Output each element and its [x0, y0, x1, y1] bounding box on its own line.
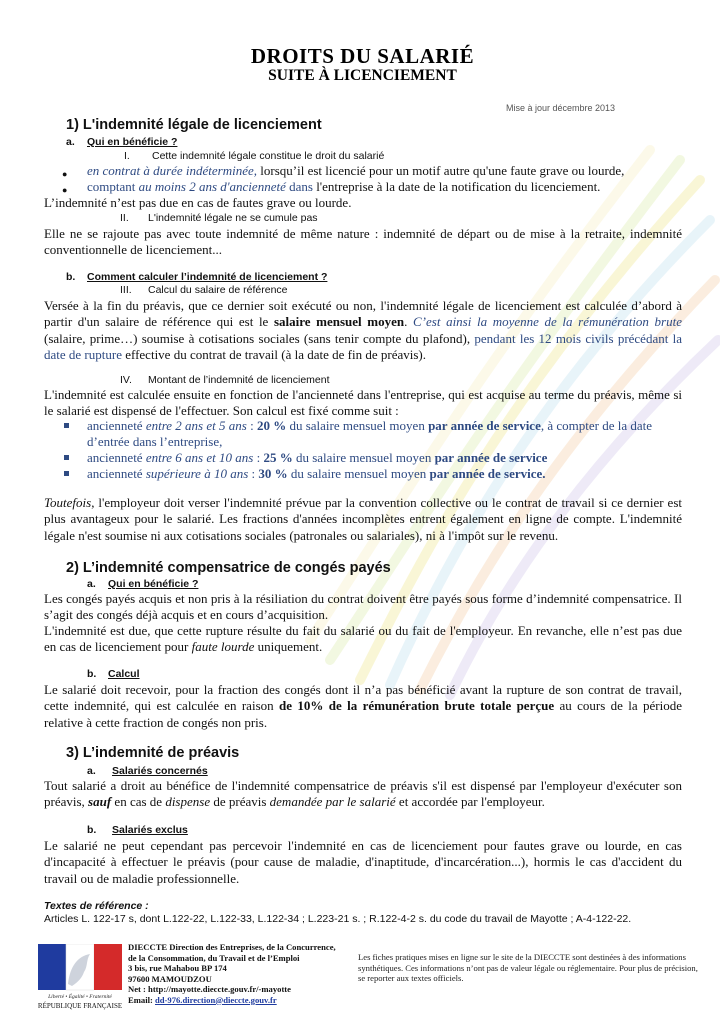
address-line: 3 bis, rue Mahabou BP 174 — [128, 963, 227, 973]
paragraph: L’indemnité n’est pas due en cas de fautes grave ou lourde. — [44, 195, 352, 210]
references-text: Articles L. 122-17 s, dont L.122-22, L.122-33, L.122-34 ; L.223-21 s. ; R.122-4-2 s. du code du travail de Mayotte ; A-4-122-22. — [44, 913, 632, 925]
section-1a-label: a. — [66, 136, 75, 148]
square-bullet-icon — [64, 471, 69, 476]
section-2a-label: a. — [87, 578, 96, 590]
bareme-item-1: ancienneté entre 2 ans et 5 ans : 20 % du salaire mensuel moyen par année de service, à compter de la date d’entrée dans l’entreprise, — [87, 418, 653, 450]
square-bullet-icon — [64, 423, 69, 428]
section-1b-label: b. — [66, 271, 76, 283]
section-2a-title: Qui en bénéficie ? — [108, 578, 199, 590]
section-3a-label: a. — [87, 765, 96, 777]
website-line: Net : http://mayotte.dieccte.gouv.fr/-mayotte — [128, 984, 291, 994]
logo-motto: Liberté • Égalité • Fraternité — [48, 994, 112, 1000]
section-3b-label: b. — [87, 824, 97, 836]
bullet-icon: ● — [62, 185, 68, 195]
disclaimer-note: Les fiches pratiques mises en ligne sur le site de la DIECCTE sont destinées à des informations synthétiques. Ces informations n’ont pas de valeur légale ou réglementaire. Pour plus de précision, se reporter aux textes officiels. — [358, 952, 698, 983]
section-1b-title: Comment calculer l’indemnité de licenciement ? — [87, 271, 328, 283]
bullet-icon: ● — [62, 169, 68, 179]
paragraph: L'indemnité est calculée ensuite en fonction de l'ancienneté dans l'entreprise, qui est acquise au terme du préavis, même si le salarié est dispensé de l'effectuer. Son calcul est fixé comme suit : — [44, 387, 682, 419]
roman-item-1: I. Cette indemnité légale constitue le droit du salarié — [124, 150, 385, 162]
section-2b-label: b. — [87, 668, 97, 680]
roman-item-2: II. L'indemnité légale ne se cumule pas — [120, 212, 318, 224]
address-line: DIECCTE Direction des Entreprises, de la Concurrence, — [128, 942, 336, 952]
section-2b-title: Calcul — [108, 668, 140, 680]
bareme-item-3: ancienneté supérieure à 10 ans : 30 % du salaire mensuel moyen par année de service. — [87, 466, 546, 481]
section-3b-title: Salariés exclus — [112, 824, 188, 836]
section-3-heading: 3) L’indemnité de préavis — [66, 745, 240, 761]
email-link[interactable]: dd-976.direction@dieccte.gouv.fr — [154, 994, 277, 1005]
paragraph-toutefois: Toutefois, l'employeur doit verser l'indemnité prévue par la convention collective ou le contrat de travail si ce dernier est plus avantageux pour le salarié. Les fractions d'années incomplètes entrent également en ligne de compte. L'indemnité légale n'est soumise ni aux cotisations sociales (patronales ou salariales), ni à l'impôt sur le revenu. — [44, 495, 682, 543]
paragraph: L'indemnité est due, que cette rupture résulte du fait du salarié ou du fait de l'employeur. En revanche, elle n’est pas due en cas de licenciement pour faute lourde uniquement. — [44, 623, 682, 655]
roman-item-3: III. Calcul du salaire de référence — [120, 284, 288, 296]
update-date: Mise à jour décembre 2013 — [506, 103, 616, 113]
references-heading: Textes de référence : — [44, 900, 149, 912]
paragraph-salaire-reference: Versée à la fin du préavis, que ce dernier soit exécuté ou non, l'indemnité légale de licenciement est calculée d’abord à partir d'un salaire de référence qui est le salaire mensuel moyen. C’est ainsi la moyenne de la rémunération brute (salaire, prime…) soumise à cotisations sociales (sans tenir compte du plafond), pendant les 12 mois civils précédant la date de rupture effective du contrat de travail (à la date de fin de préavis). — [44, 298, 682, 362]
square-bullet-icon — [64, 455, 69, 460]
email-line: Email: dd-976.direction@dieccte.gouv.fr — [128, 994, 277, 1005]
bullet-cdi: en contrat à durée indéterminée, lorsqu’il est licencié pour un motif autre qu'une faute grave ou lourde, — [87, 163, 625, 178]
section-1a-title: Qui en bénéficie ? — [87, 136, 178, 148]
dieccte-address — [128, 942, 336, 1005]
paragraph: Les congés payés acquis et non pris à la résiliation du contrat doivent être payés sous forme d’indemnité compensatrice. Il s’agit des congés déjà acquis et en cours d’acquisition. — [44, 591, 682, 623]
bareme-item-2: ancienneté entre 6 ans et 10 ans : 25 % du salaire mensuel moyen par année de service — [87, 450, 548, 465]
republique-francaise-logo — [38, 944, 122, 1014]
address-line: 97600 MAMOUDZOU — [128, 973, 212, 984]
section-2-heading: 2) L’indemnité compensatrice de congés payés — [66, 560, 391, 576]
paragraph: Tout salarié a droit au bénéfice de l'indemnité compensatrice de préavis s'il est dispensé par l'employeur d'exécuter son préavis, sauf en cas de dispense de préavis demandée par le salarié et accordée par l'employeur. — [44, 778, 682, 810]
document-subtitle: SUITE À LICENCIEMENT — [268, 67, 457, 84]
roman-item-4: IV. Montant de l’indemnité de licenciement — [120, 374, 330, 386]
section-3a-title: Salariés concernés — [112, 765, 208, 777]
document-title: DROITS DU SALARIÉ — [250, 44, 475, 68]
logo-republique: RÉPUBLIQUE FRANÇAISE — [38, 1002, 122, 1010]
section-1-heading: 1) L'indemnité légale de licenciement — [66, 117, 322, 133]
paragraph: Elle ne se rajoute pas avec toute indemnité de même nature : indemnité de départ ou de mise à la retraite, indemnité conventionnelle de licenciement... — [44, 226, 682, 258]
paragraph: Le salarié ne peut cependant pas percevoir l'indemnité en cas de licenciement pour fautes grave ou lourde, en cas d'incapacité à effectuer le préavis (pour cause de maladie, d'inaptitude, d'incarcération...), hormis le cas d'accident du travail ou de maladie professionnelle. — [44, 838, 682, 886]
paragraph: Le salarié doit recevoir, pour la fraction des congés dont il n’a pas bénéficié avant la rupture de son contrat de travail, cette indemnité, qui est calculée en raison de 10% de la rémunération brute totale perçue au cours de la période relative à cette fraction de congés non pris. — [44, 682, 683, 730]
address-line: de la Consommation, du Travail et de l’Emploi — [128, 952, 300, 963]
bullet-anciennete: comptant au moins 2 ans d'ancienneté dans l'entreprise à la date de la notification du licenciement. — [87, 179, 601, 194]
